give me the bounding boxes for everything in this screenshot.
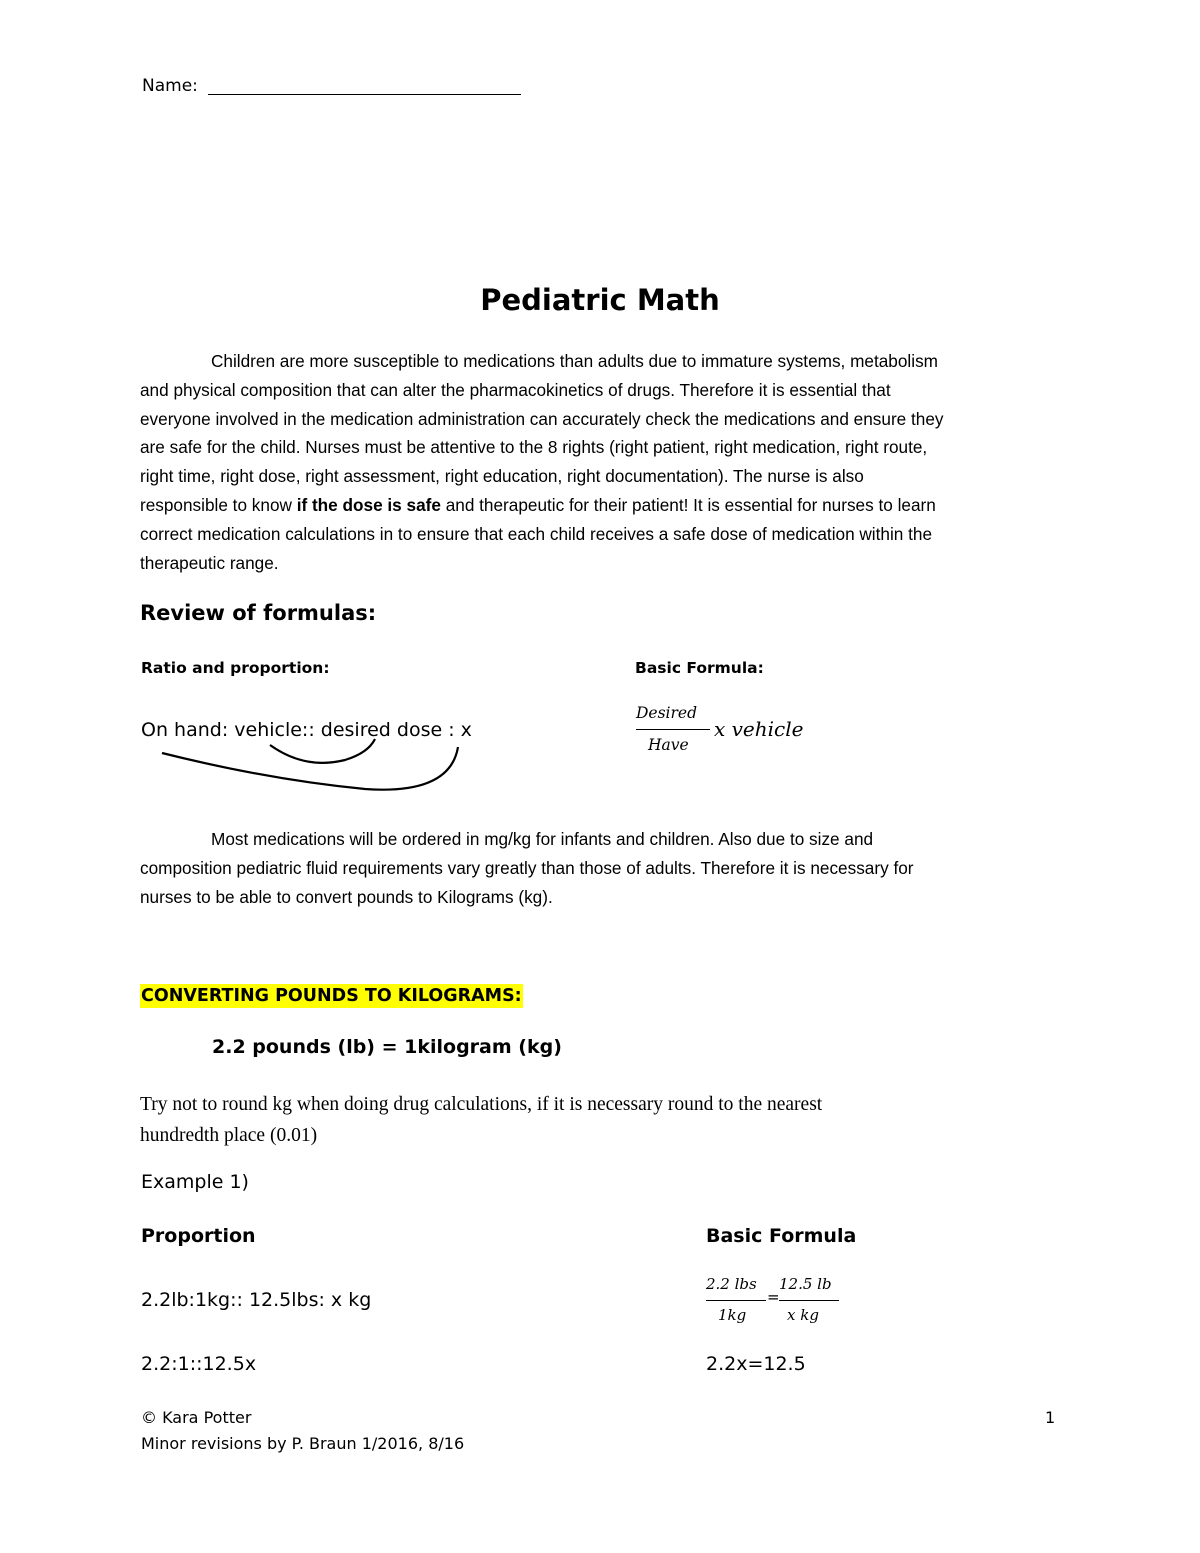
intro-text: responsible to know [140, 494, 297, 515]
proportion-label: Proportion [141, 1225, 256, 1247]
basic-denominator: Have [648, 736, 689, 754]
intro-paragraph [140, 347, 1070, 577]
name-field-line[interactable] [208, 94, 521, 95]
rounding-note-line: hundredth place (0.01) [140, 1125, 318, 1146]
footer-revisions: Minor revisions by P. Braun 1/2016, 8/16 [141, 1434, 465, 1453]
page-title: Pediatric Math [480, 283, 720, 317]
review-heading: Review of formulas: [140, 601, 377, 625]
fraction2-denominator: x kg [787, 1306, 819, 1324]
proportion-step-2: 2.2:1::12.5x [141, 1353, 257, 1375]
proportion-step-1: 2.2lb:1kg:: 12.5lbs: x kg [141, 1289, 372, 1311]
fraction1-denominator: 1kg [718, 1306, 747, 1324]
rounding-note-line: Try not to round kg when doing drug calculations, if it is necessary round to the nearest [140, 1094, 823, 1115]
fraction1-bar [706, 1300, 766, 1301]
intro-line: are safe for the child. Nurses must be attentive to the 8 rights (right patient, right medication, right route, [140, 437, 928, 458]
basic-suffix: x vehicle [714, 717, 804, 741]
conversion-line: nurses to be able to convert pounds to Kilograms (kg). [140, 886, 553, 907]
fraction2-bar [779, 1300, 839, 1301]
ratio-label: Ratio and proportion: [141, 659, 330, 677]
intro-line: and physical composition that can alter the pharmacokinetics of drugs. Therefore it is essential that [140, 379, 891, 400]
intro-line-safe-dose [140, 491, 1070, 520]
ratio-arcs [150, 735, 480, 795]
basic-numerator: Desired [636, 704, 698, 722]
name-label: Name: [142, 76, 198, 96]
emphasis-safe-dose: if the dose is safe [296, 494, 441, 515]
intro-line: Children are more susceptible to medications than adults due to immature systems, metabolism [211, 351, 938, 371]
conversion-line: Most medications will be ordered in mg/kg for infants and children. Also due to size and [211, 829, 874, 849]
conversion-equation: 2.2 pounds (lb) = 1kilogram (kg) [212, 1036, 562, 1058]
intro-line: right time, right dose, right assessment, right education, right documentation). The nurse is also [140, 466, 864, 487]
conversion-paragraph [140, 825, 1070, 911]
ratio-expression: On hand: vehicle:: desired dose : x [141, 719, 472, 741]
fraction-bar [636, 729, 710, 730]
intro-line: everyone involved in the medication administration can accurately check the medications and ensure they [140, 408, 944, 429]
basic-formula-label: Basic Formula: [635, 659, 764, 677]
fraction1-numerator: 2.2 lbs [706, 1275, 757, 1293]
fraction2-numerator: 12.5 lb [779, 1275, 832, 1293]
footer-copyright: © Kara Potter [141, 1408, 252, 1427]
arc-outer [162, 747, 458, 790]
rounding-note [140, 1089, 822, 1151]
example-label: Example 1) [141, 1171, 249, 1193]
arc-inner [270, 739, 375, 763]
intro-text: and therapeutic for their patient! It is essential for nurses to learn [440, 494, 936, 515]
equals-sign: = [767, 1288, 780, 1306]
intro-line: correct medication calculations in to ensure that each child receives a safe dose of medication within the [140, 523, 933, 544]
page-number: 1 [1045, 1408, 1056, 1427]
intro-line: therapeutic range. [140, 552, 279, 573]
converting-heading: CONVERTING POUNDS TO KILOGRAMS: [141, 986, 522, 1006]
basic-step-2: 2.2x=12.5 [706, 1353, 806, 1375]
conversion-line: composition pediatric fluid requirements vary greatly than those of adults. Therefore it is necessary for [140, 857, 914, 878]
basic-formula-example-label: Basic Formula [706, 1225, 857, 1247]
